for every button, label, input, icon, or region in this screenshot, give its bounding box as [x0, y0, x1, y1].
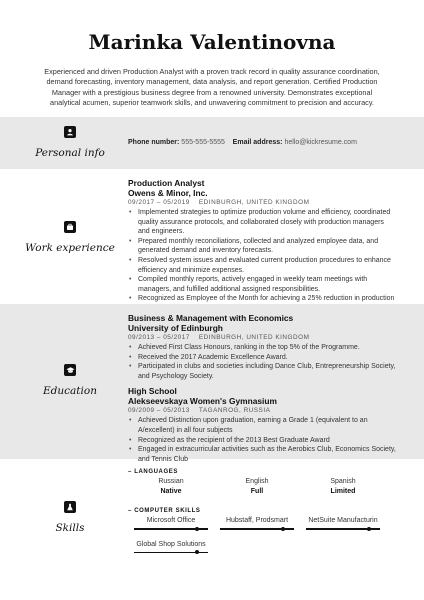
education-section — [0, 304, 424, 463]
skill-level-knob — [195, 550, 199, 554]
flask-icon — [64, 501, 76, 513]
languages-heading: – LANGUAGES — [128, 469, 178, 475]
language-name: English — [245, 478, 269, 485]
work-experience-section — [0, 169, 424, 304]
job-location: EDINBURGH, UNITED KINGDOM — [198, 199, 310, 206]
language-name: Spanish — [330, 478, 356, 485]
language-level: Limited — [330, 488, 356, 495]
degree-title: High School — [128, 386, 177, 397]
skill-level-bar — [134, 552, 208, 554]
school-name: Alekseevskaya Women's Gymnasium — [128, 396, 277, 407]
personal-info-side — [0, 126, 140, 159]
skill-level-bar — [134, 528, 208, 530]
language-item — [128, 477, 214, 497]
briefcase-icon — [64, 221, 76, 233]
list-item: • Recognized as Employee of the Month for achieving a 25% reduction in production — [128, 294, 396, 313]
computer-skills-heading: – COMPUTER SKILLS — [128, 508, 201, 514]
languages-grid — [128, 477, 388, 497]
skills-content — [128, 468, 396, 563]
job-company: Owens & Minor, Inc. — [128, 188, 208, 198]
email-label: Email address: — [232, 139, 283, 146]
computer-skills-grid — [128, 516, 388, 563]
skill-item — [214, 516, 300, 530]
list-item: • Achieved Distinction upon graduation, earning a Grade 1 (equivalent to an A/excellent) in all four subjects — [128, 416, 396, 435]
skills-side — [0, 501, 140, 534]
education-label: Education — [43, 385, 97, 397]
summary-text: Experienced and driven Production Analyst with a proven track record in quality assurance coordination, demand forecasting, inventory management, data analysis, and report generation. Certified Production Manager with a prestigious business degree from a renowned university. Demonstrates exceptional analytical acumen, superior teamwork skills, and unwavering commitment to precision and accuracy. — [44, 67, 380, 108]
skill-level-knob — [367, 527, 371, 531]
skills-section — [0, 459, 424, 600]
skill-level-bar — [306, 528, 380, 530]
skills-label: Skills — [55, 522, 85, 534]
job-meta — [128, 198, 396, 208]
list-item: • Engaged in extracurricular activities such as the Aerobics Club, Economics Society, and Tennis Club — [128, 445, 396, 464]
skill-name: Microsoft Office — [146, 517, 196, 524]
skill-level-knob — [281, 527, 285, 531]
resume-name: Marinka Valentinovna — [88, 30, 336, 54]
person-icon — [64, 126, 76, 138]
language-item — [214, 477, 300, 497]
skill-name: NetSuite Manufacturin — [308, 517, 378, 524]
skill-item — [128, 516, 214, 530]
education-meta — [128, 333, 396, 343]
work-experience-side — [0, 221, 140, 254]
education-location: EDINBURGH, UNITED KINGDOM — [198, 334, 310, 341]
email-value[interactable]: hello@kickresume.com — [284, 139, 357, 146]
list-item: • Received the 2017 Academic Excellence Award. — [128, 353, 396, 363]
school-name: University of Edinburgh — [128, 323, 223, 333]
skill-name: Hubstaff, Prodsmart — [225, 517, 289, 524]
skill-level-knob — [195, 527, 199, 531]
contact-row — [128, 138, 396, 148]
personal-info-label: Personal info — [35, 147, 105, 159]
job-entry — [128, 178, 396, 314]
skill-level-bar — [220, 528, 294, 530]
education-meta — [128, 406, 396, 416]
job-bullets — [128, 208, 396, 314]
skill-name: Global Shop Solutions — [136, 540, 206, 548]
phone-label: Phone number: — [128, 139, 180, 146]
work-experience-label: Work experience — [25, 242, 115, 254]
list-item: • Achieved First Class Honours, ranking in the top 5% of the Programme. — [128, 343, 396, 353]
job-title: Production Analyst — [128, 178, 205, 188]
list-item: • Prepared monthly reconciliations, collected and analyzed employee data, and generated demand and inventory forecasts. — [128, 237, 396, 256]
list-item: • Compiled monthly reports, actively engaged in weekly team meetings with managers, and fulfilled additional assigned responsibilities. — [128, 275, 396, 294]
graduation-cap-icon — [64, 364, 76, 376]
language-name: Russian — [158, 478, 184, 485]
list-item: • Resolved system issues and evaluated current production procedures to enhance efficiency and minimize expenses. — [128, 256, 396, 275]
list-item: • Recognized as the recipient of the 2013 Best Graduate Award — [128, 436, 396, 446]
list-item: • Implemented strategies to optimize production volume and efficiency, coordinated quality assurance protocols, and collaborated closely with production managers and engineers. — [128, 208, 396, 237]
skill-item — [300, 516, 386, 530]
phone-value[interactable]: 555-555-5555 — [181, 139, 225, 146]
degree-title: Business & Management with Economics — [128, 313, 294, 323]
education-dates: 09/2009 – 05/2013 — [128, 407, 190, 415]
education-bullets — [128, 343, 396, 381]
education-location: TAGANROG, RUSSIA — [198, 407, 271, 415]
education-dates: 09/2013 – 05/2017 — [128, 334, 190, 341]
education-entries — [128, 313, 396, 464]
list-item: • Participated in clubs and societies including Dance Club, Entrepreneurship Society, and Psychology Society. — [128, 362, 396, 381]
language-level: Native — [160, 488, 182, 495]
language-level: Full — [250, 488, 264, 495]
job-dates: 09/2017 – 05/2019 — [128, 199, 190, 206]
language-item — [300, 477, 386, 497]
education-side — [0, 364, 140, 397]
personal-info-section — [0, 117, 424, 169]
skill-item — [128, 540, 214, 554]
education-bullets — [128, 416, 396, 464]
